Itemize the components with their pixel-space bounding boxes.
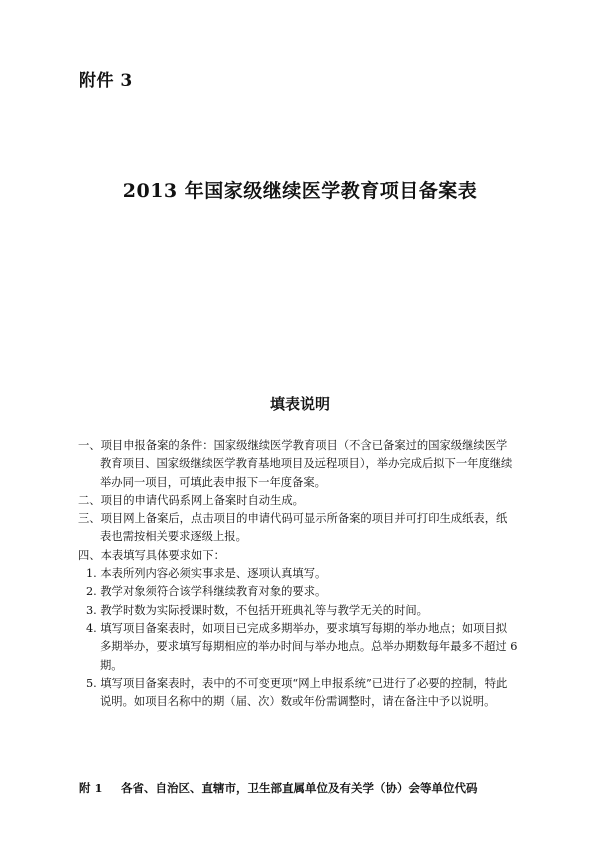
instruction-item-3: 三、项目网上备案后，点击项目的申请代码可显示所备案的项目并可打印生成纸表，纸表也需按相关要求逐级上报。 [78, 512, 508, 544]
instruction-item-4: 四、本表填写具体要求如下： [78, 548, 225, 562]
appendix-note [79, 780, 478, 796]
instruction-subitem-5: 5. 填写项目备案表时，表中的不可变更项“网上申报系统”已进行了必要的控制，特此说明。如项目名称中的期（届、次）数或年份需调整时，请在备注中予以说明。 [86, 676, 508, 709]
instruction-item-1: 一、项目申报备案的条件：国家级继续医学教育项目（不含已备案过的国家级继续医学教育项目、国家级继续医学教育基地项目及远程项目），举办完成后拟下一年度继续举办同一项目，可填此表申报下一年度备案。 [78, 439, 513, 489]
instruction-item-2: 二、项目的申请代码系网上备案时自动生成。 [78, 493, 304, 507]
page-title: 2013 年国家级继续医学教育项目备案表 [122, 180, 478, 202]
instructions-body [78, 437, 518, 711]
instruction-subitem-1: 1. 本表所列内容必须实事求是、逐项认真填写。 [86, 567, 327, 581]
appendix-note-text: 各省、自治区、直辖市，卫生部直属单位及有关学（协）会等单位代码 [121, 781, 478, 795]
instruction-subitem-4: 4. 填写项目备案表时，如项目已完成多期举办，要求填写每期的举办地点；如项目拟多期举办，要求填写每期相应的举办时间与举办地点。总举办期数每年最多不超过 6 期。 [86, 621, 518, 672]
attachment-label: 附件 3 [79, 71, 133, 91]
appendix-note-number: 附 1 [79, 781, 103, 795]
instruction-subitem-3: 3. 教学时数为实际授课时数，不包括开班典礼等与教学无关的时间。 [86, 603, 428, 617]
instruction-subitem-2: 2. 教学对象须符合该学科继续教育对象的要求。 [86, 585, 327, 599]
instructions-heading: 填表说明 [269, 395, 330, 413]
